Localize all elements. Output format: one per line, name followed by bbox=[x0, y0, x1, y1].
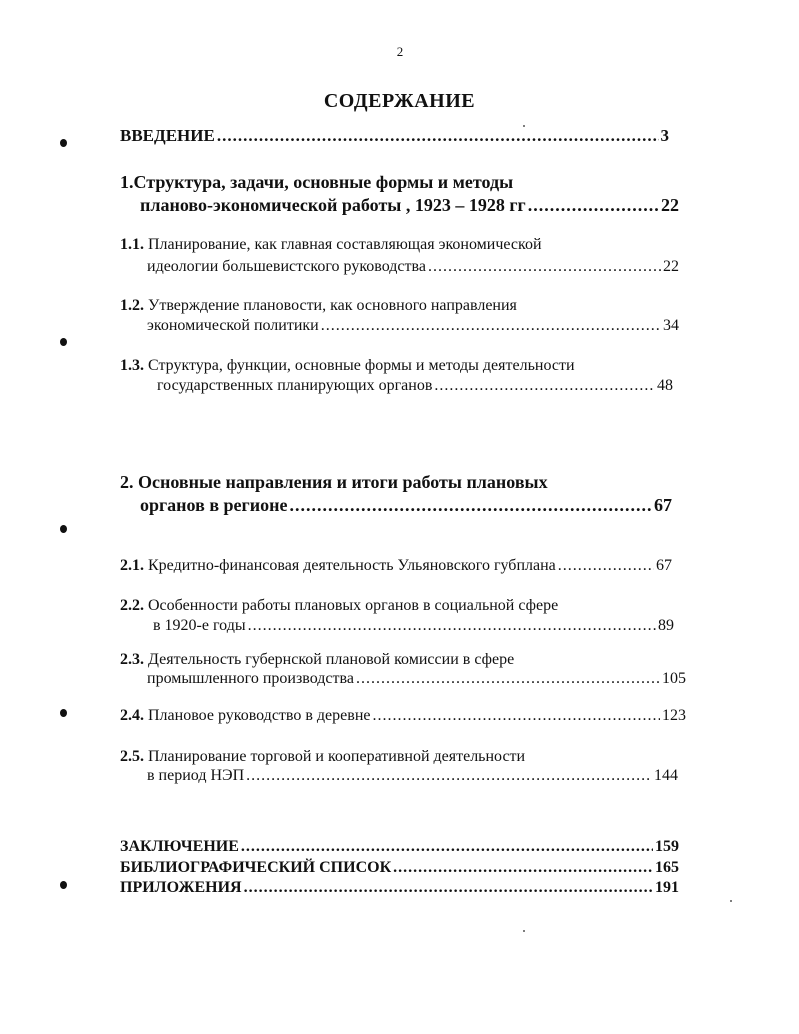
chapter-2-title-line1: 2. Основные направления и итоги работы плановых bbox=[120, 472, 548, 492]
toc-leader bbox=[241, 838, 653, 856]
toc-leader bbox=[321, 317, 661, 335]
toc-entry-chapter-2[interactable] bbox=[140, 495, 672, 517]
toc-page: 3 bbox=[660, 126, 669, 145]
toc-label: в период НЭП bbox=[147, 767, 245, 784]
section-number: 2.1. bbox=[120, 557, 144, 574]
section-text: Особенности работы плановых органов в социальной сфере bbox=[148, 597, 559, 614]
toc-entry-2-3[interactable] bbox=[147, 670, 686, 692]
toc-entry-conclusion[interactable] bbox=[120, 838, 679, 860]
toc-label: органов в регионе bbox=[140, 495, 288, 515]
section-text: Утверждение плановости, как основного направления bbox=[148, 297, 517, 314]
section-2-5-line1 bbox=[120, 748, 525, 766]
toc-leader bbox=[356, 670, 660, 688]
toc-leader bbox=[289, 495, 652, 516]
margin-dot bbox=[60, 881, 67, 889]
toc-page: 144 bbox=[654, 767, 678, 784]
toc-label: ЗАКЛЮЧЕНИЕ bbox=[120, 838, 239, 855]
section-1-1-line1 bbox=[120, 236, 542, 254]
section-text: Структура, функции, основные формы и методы деятельности bbox=[148, 357, 575, 374]
section-number: 2.2. bbox=[120, 597, 144, 614]
section-number: 2.3. bbox=[120, 651, 144, 668]
margin-dot bbox=[60, 338, 67, 346]
section-number: 1.3. bbox=[120, 357, 144, 374]
toc-entry-2-5[interactable] bbox=[147, 767, 678, 789]
toc-leader bbox=[217, 126, 659, 146]
section-number: 1.2. bbox=[120, 297, 144, 314]
toc-page: 22 bbox=[661, 195, 679, 215]
toc-page: 159 bbox=[655, 838, 679, 855]
toc-page: 67 bbox=[654, 495, 672, 515]
toc-page: 67 bbox=[656, 557, 672, 574]
scan-speck bbox=[730, 900, 732, 902]
toc-label: планово-экономической работы , 1923 – 1928 гг bbox=[140, 195, 526, 215]
section-1-2-line1 bbox=[120, 297, 517, 315]
toc-entry-bibliography[interactable] bbox=[120, 859, 679, 881]
toc-leader bbox=[528, 195, 659, 216]
toc-leader bbox=[244, 879, 653, 897]
toc-page: 48 bbox=[657, 377, 673, 394]
page-number: 2 bbox=[396, 44, 404, 59]
margin-dot bbox=[60, 709, 67, 717]
section-text: Планирование торговой и кооперативной деятельности bbox=[148, 748, 526, 765]
toc-entry-intro[interactable] bbox=[120, 126, 669, 148]
toc-entry-chapter-1[interactable] bbox=[140, 195, 679, 217]
section-2-3-line1 bbox=[120, 651, 514, 669]
toc-entry-1-3[interactable] bbox=[157, 377, 673, 399]
toc-page: 89 bbox=[658, 617, 674, 634]
toc-page: 123 bbox=[662, 707, 686, 724]
section-number: 2.5. bbox=[120, 748, 144, 765]
toc-label: БИБЛИОГРАФИЧЕСКИЙ СПИСОК bbox=[120, 859, 392, 876]
chapter-1-title-line1: 1.Структура, задачи, основные формы и методы bbox=[120, 172, 514, 192]
toc-entry-2-1[interactable] bbox=[120, 557, 672, 579]
toc-label bbox=[120, 557, 556, 575]
section-text: Деятельность губернской плановой комиссии в сфере bbox=[148, 651, 515, 668]
section-text: Плановое руководство в деревне bbox=[148, 707, 371, 724]
toc-label: ПРИЛОЖЕНИЯ bbox=[120, 879, 242, 896]
margin-dot bbox=[60, 139, 67, 147]
toc-leader bbox=[393, 859, 653, 877]
section-number: 1.1. bbox=[120, 236, 144, 253]
toc-page: 165 bbox=[655, 859, 679, 876]
toc-label: государственных планирующих органов bbox=[157, 377, 433, 394]
toc-leader bbox=[428, 258, 661, 276]
toc-page: 22 bbox=[663, 258, 679, 275]
section-text: Планирование, как главная составляющая экономической bbox=[148, 236, 542, 253]
section-text: Кредитно-финансовая деятельность Ульяновского губплана bbox=[148, 557, 556, 574]
toc-leader bbox=[558, 557, 654, 575]
toc-label: идеологии большевистского руководства bbox=[147, 258, 426, 275]
toc-entry-2-2[interactable] bbox=[153, 617, 674, 639]
toc-leader bbox=[248, 617, 656, 635]
scan-speck bbox=[523, 930, 525, 932]
toc-label: экономической политики bbox=[147, 317, 319, 334]
toc-label: промышленного производства bbox=[147, 670, 354, 687]
toc-leader bbox=[372, 707, 660, 725]
toc-label: в 1920-е годы bbox=[153, 617, 246, 634]
margin-dot bbox=[60, 525, 67, 533]
page-title: СОДЕРЖАНИЕ bbox=[323, 90, 476, 112]
toc-page: 105 bbox=[662, 670, 686, 687]
section-number: 2.4. bbox=[120, 707, 144, 724]
toc-page: 34 bbox=[663, 317, 679, 334]
toc-label: ВВЕДЕНИЕ bbox=[120, 126, 215, 145]
toc-leader bbox=[434, 377, 655, 395]
toc-entry-2-4[interactable] bbox=[120, 707, 686, 729]
toc-entry-1-1[interactable] bbox=[147, 258, 679, 280]
toc-label bbox=[120, 707, 370, 725]
toc-page: 191 bbox=[655, 879, 679, 896]
toc-entry-1-2[interactable] bbox=[147, 317, 679, 339]
section-2-2-line1 bbox=[120, 597, 558, 615]
section-1-3-line1 bbox=[120, 357, 575, 375]
toc-entry-appendix[interactable] bbox=[120, 879, 679, 901]
toc-leader bbox=[246, 767, 652, 785]
